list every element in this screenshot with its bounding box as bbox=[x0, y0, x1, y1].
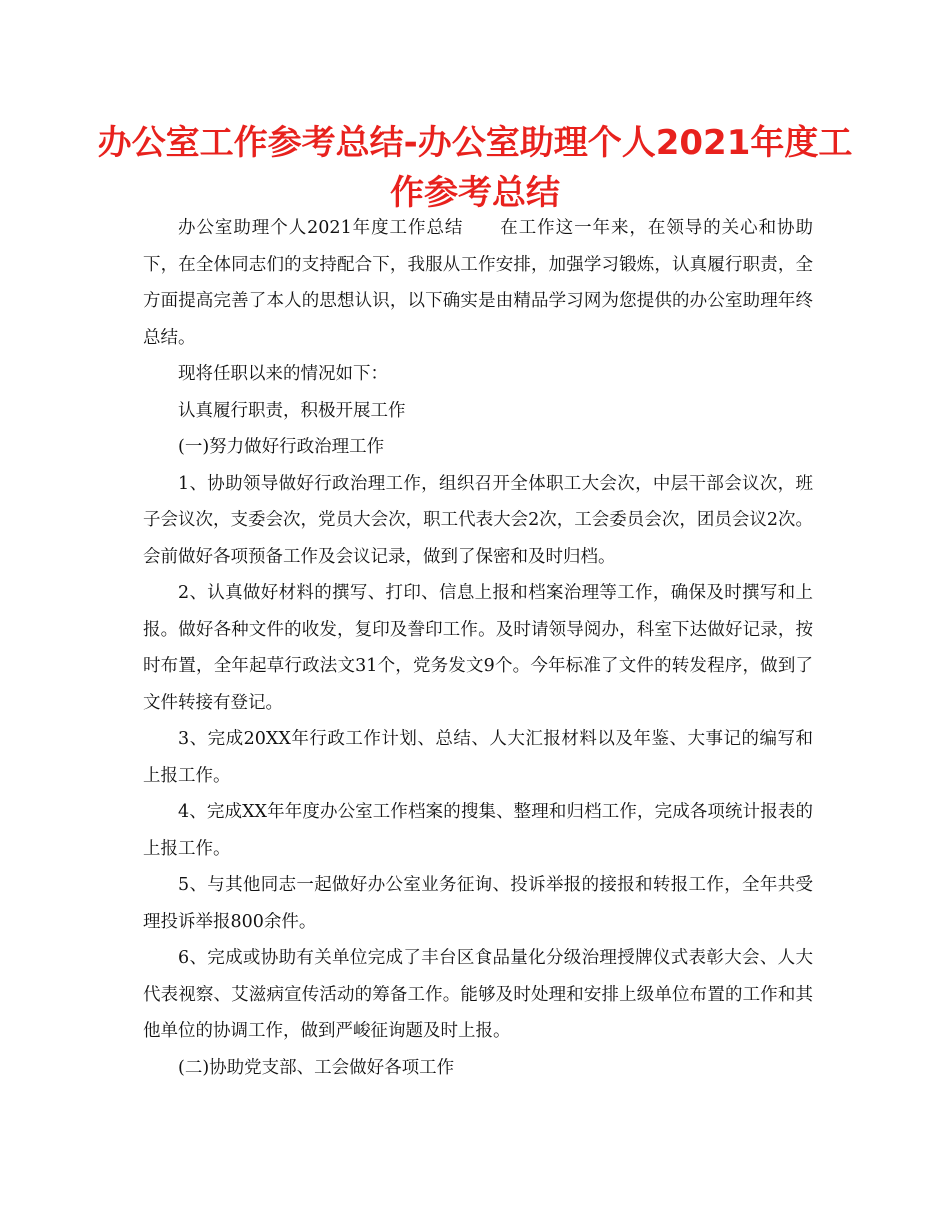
paragraph-situation: 现将任职以来的情况如下： bbox=[178, 364, 388, 384]
paragraph-heading-duties: 认真履行职责，积极开展工作 bbox=[178, 400, 406, 421]
paragraph-item-6: 6、完成或协助有关单位完成了丰台区食品量化分级治理授牌仪式表彰大会、人大代表视察、艾滋病宣传活动的筹备工作。能够及时处理和安排上级单位布置的工作和其他单位的协调工作，做到严峻征询题及时上报。 bbox=[143, 948, 813, 1041]
paragraph-item-4: 4、完成XX年年度办公室工作档案的搜集、整理和归档工作，完成各项统计报表的上报工作。 bbox=[143, 802, 813, 859]
document-body bbox=[143, 210, 813, 1086]
paragraph-item-2: 2、认真做好材料的撰写、打印、信息上报和档案治理等工作，确保及时撰写和上报。做好各种文件的收发，复印及誊印工作。及时请领导阅办，科室下达做好记录，按时布置，全年起草行政法文31个，党务发文9个。今年标准了文件的转发程序，做到了文件转接有登记。 bbox=[143, 583, 813, 713]
paragraph-item-5: 5、与其他同志一起做好办公室业务征询、投诉举报的接报和转报工作，全年共受理投诉举报800余件。 bbox=[143, 875, 813, 932]
section-heading-1: (一)努力做好行政治理工作 bbox=[178, 437, 385, 457]
paragraph-item-1: 1、协助领导做好行政治理工作，组织召开全体职工大会次，中层干部会议次，班子会议次，支委会次，党员大会次，职工代表大会2次，工会委员会次，团员会议2次。会前做好各项预备工作及会议记录，做到了保密和及时归档。 bbox=[143, 473, 813, 567]
document-title: 办公室工作参考总结-办公室助理个人2021年度工作参考总结 bbox=[97, 123, 853, 213]
section-heading-2: (二)协助党支部、工会做好各项工作 bbox=[178, 1057, 455, 1078]
paragraph-item-3: 3、完成20XX年行政工作计划、总结、人大汇报材料以及年鉴、大事记的编写和上报工作。 bbox=[143, 729, 813, 786]
paragraph-intro: 办公室助理个人2021年度工作总结 在工作这一年来，在领导的关心和协助下，在全体同志们的支持配合下，我服从工作安排，加强学习锻炼，认真履行职责，全方面提高完善了本人的思想认识，以下确实是由精品学习网为您提供的办公室助理年终总结。 bbox=[143, 218, 813, 348]
